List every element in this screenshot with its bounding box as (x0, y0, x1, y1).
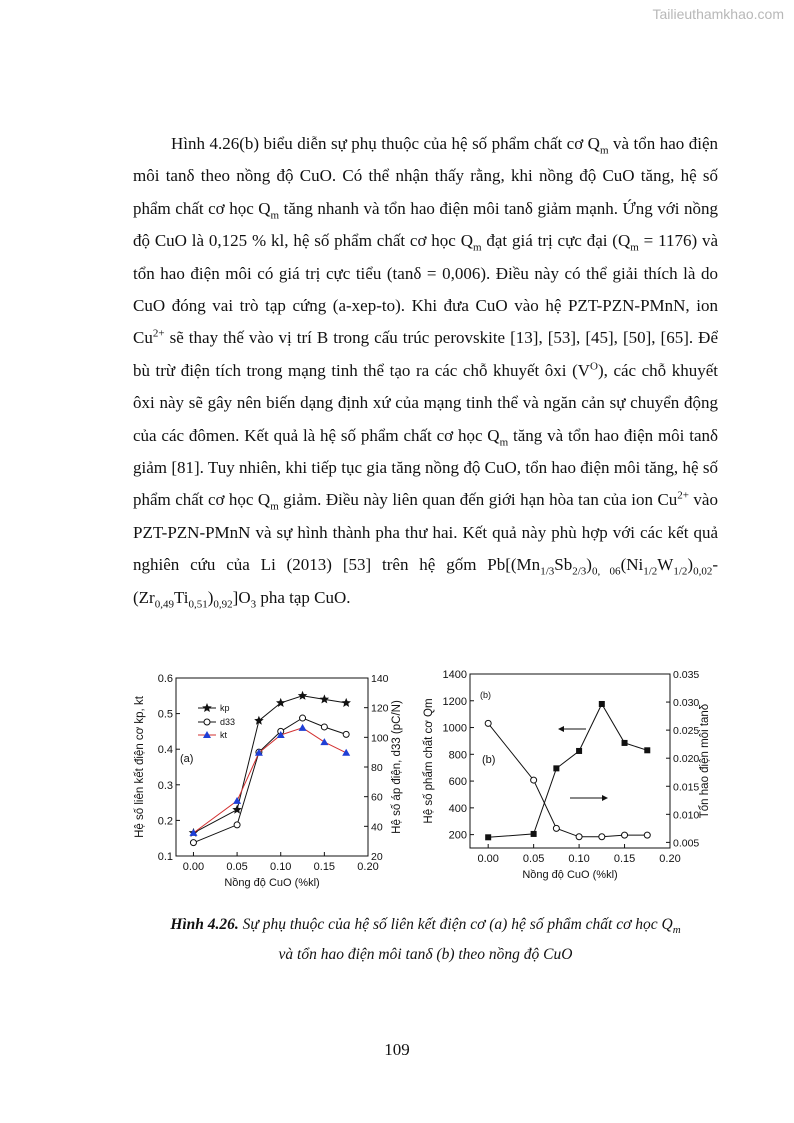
chart-b (418, 662, 718, 902)
data-point-tanδ (599, 834, 605, 840)
x-tick-label: 0.10 (270, 861, 292, 873)
y-left-tick-label: 0.6 (157, 673, 173, 685)
y-left-tick-label: 400 (448, 802, 467, 815)
data-point-kp (298, 691, 308, 700)
watermark: Tailieuthamkhao.com (652, 6, 784, 22)
x-tick-label: 0.20 (659, 853, 681, 865)
x-axis-label: Nồng độ CuO (%kl) (224, 877, 320, 889)
series-line-d33 (194, 718, 347, 843)
legend-label-d33: d33 (220, 717, 236, 727)
panel-label-top: (b) (480, 690, 491, 700)
legend-marker-kp (202, 703, 212, 712)
data-point-kt (320, 738, 328, 745)
y-left-axis-label: Hệ số liên kết điện cơ kp, kt (134, 696, 146, 838)
data-point-Qm (622, 740, 628, 746)
y-right-tick-label: 0.035 (673, 669, 700, 681)
y-left-tick-label: 0.4 (157, 744, 173, 757)
data-point-d33 (234, 822, 240, 828)
figure-caption: Hình 4.26. Sự phụ thuộc của hệ số liên kết điện cơ (a) hệ số phẩm chất cơ học $Q_m$ và tổn hao điện môi tanδ (b) theo nồng độ CuO (170, 916, 681, 963)
x-tick-label: 0.00 (477, 853, 499, 865)
page-number: 109 (384, 1040, 410, 1059)
y-left-axis-label: Hệ số phẩm chất cơ Qm (423, 698, 435, 824)
arrow-right-head (602, 795, 608, 801)
y-right-axis-label: Hệ số áp điện, d33 (pC/N) (391, 700, 403, 834)
data-point-kt (342, 749, 350, 756)
arrow-left-head (558, 726, 564, 732)
panel-label: (a) (180, 753, 194, 765)
plot-frame (470, 674, 670, 848)
x-tick-label: 0.15 (613, 853, 636, 865)
y-left-tick-label: 600 (448, 776, 467, 789)
y-left-tick-label: 0.5 (157, 708, 173, 721)
data-point-Qm (531, 831, 537, 837)
y-right-tick-label: 0.020 (673, 753, 700, 766)
x-tick-label: 0.10 (568, 853, 590, 865)
data-point-Qm (599, 701, 605, 707)
data-point-d33 (300, 715, 306, 721)
x-tick-label: 0.20 (357, 861, 379, 873)
data-point-tanδ (644, 832, 650, 838)
data-point-tanδ (485, 720, 491, 726)
data-point-Qm (644, 747, 650, 753)
y-right-tick-label: 0.015 (673, 781, 700, 794)
legend-marker-d33 (204, 719, 210, 725)
y-right-tick-label: 120 (371, 702, 389, 715)
data-point-tanδ (531, 777, 537, 783)
x-tick-label: 0.05 (226, 861, 248, 873)
y-right-tick-label: 100 (371, 732, 389, 745)
y-right-tick-label: 0.005 (673, 837, 700, 850)
panel-label: (b) (482, 754, 496, 766)
y-right-tick-label: 60 (371, 791, 383, 804)
y-right-tick-label: 140 (371, 673, 389, 685)
data-point-d33 (321, 724, 327, 730)
data-point-d33 (190, 840, 196, 846)
series-line-Qm (488, 704, 647, 837)
data-point-kp (341, 698, 351, 707)
plot-frame (176, 678, 368, 856)
legend-label-kp: kp (220, 703, 230, 713)
x-tick-label: 0.00 (182, 861, 205, 873)
y-right-tick-label: 0.010 (673, 809, 700, 822)
y-right-tick-label: 80 (371, 762, 383, 774)
y-right-tick-label: 0.030 (673, 697, 700, 710)
x-tick-label: 0.05 (522, 853, 545, 865)
chart-a (130, 662, 410, 902)
data-point-tanδ (576, 834, 582, 840)
y-left-tick-label: 800 (448, 749, 467, 762)
y-left-tick-label: 0.2 (157, 815, 173, 828)
y-right-tick-label: 40 (371, 821, 383, 834)
x-axis-label: Nồng độ CuO (%kl) (522, 869, 618, 881)
y-right-axis-label: Tổn hao điện môi tanδ (699, 703, 711, 819)
data-point-tanδ (553, 825, 559, 831)
data-point-kp (254, 716, 264, 725)
data-point-Qm (576, 748, 582, 754)
series-line-kp (194, 696, 347, 833)
data-point-kt (299, 724, 307, 731)
y-left-tick-label: 1000 (442, 722, 467, 735)
y-left-tick-label: 0.3 (157, 779, 173, 792)
data-point-Qm (485, 834, 491, 840)
y-left-tick-label: 1200 (442, 695, 467, 708)
y-right-tick-label: 20 (371, 851, 383, 863)
legend-label-kt: kt (220, 730, 228, 740)
data-point-d33 (343, 731, 349, 737)
y-right-tick-label: 0.025 (673, 725, 700, 738)
data-point-Qm (553, 765, 559, 771)
x-tick-label: 0.15 (313, 861, 336, 873)
data-point-tanδ (622, 832, 628, 838)
y-left-tick-label: 200 (448, 829, 467, 842)
chemical-formula: $Pb[(Mn_{1/3}Sb_{2/3})_{0, 06}(Ni_{1/2}W_{1/2})_{0,02}-(Zr_{0,49}Ti_{0,51})_{0,92}]O_3$ pha tạp CuO. (133, 555, 718, 611)
y-left-tick-label: 1400 (442, 669, 467, 681)
data-point-kp (320, 694, 330, 703)
y-left-tick-label: 0.1 (157, 851, 173, 863)
body-paragraph: Hình 4.26(b) biểu diễn sự phụ thuộc của hệ số phẩm chất cơ $Q_m$ và tổn hao điện môi tanδ theo nồng độ CuO. Có thể nhận thấy rằng, khi nồng độ CuO tăng, hệ số phẩm chất cơ học $Q_m$ tăng nhanh và tổn hao điện môi tanδ giảm mạnh. Ứng với nồng độ CuO là 0,125 % kl, hệ số phẩm chất cơ học $Q_m$ đạt giá trị cực đại $(Q_m = 1176)$ và tổn hao điện môi có giá trị cực tiểu (tanδ = 0,006). Điều này có thể giải thích là do CuO đóng vai trò tạp cứng (a-xep-to). Khi đưa CuO vào hệ PZT-PZN-PMnN, ion $Cu^{2+}$ sẽ thay thế vào vị trí B trong cấu trúc perovskite [13], [53], [45], [50], [65]. Để bù trừ điện tích trong mạng tinh thể tạo ra các chỗ khuyết ôxi $(V^O)$, các chỗ khuyết ôxi này sẽ gây nên biến dạng định xứ của mạng tinh thể và ngăn cản sự chuyển động của các đômen. Kết quả là hệ số phẩm chất cơ học $Q_m$ tăng và tổn hao điện môi tanδ giảm [81]. Tuy nhiên, khi tiếp tục gia tăng nồng độ CuO, tổn hao điện môi tăng, hệ số phẩm chất cơ học $Q_m$ giảm. Điều này liên quan đến giới hạn hòa tan của ion $Cu^{2+}$ vào PZT-PZN-PMnN và sự hình thành pha thư hai. Kết quả này phù hợp với các kết quả nghiên cứu của Li (2013) [53] trên hệ gốm $Pb[(Mn_{1/3}Sb_{2/3})_{0, 06}(Ni_{1/2}W_{1/2})_{0,02}-(Zr_{0,49}Ti_{0,51})_{0,92}]O_3$ pha tạp CuO. (133, 134, 719, 611)
